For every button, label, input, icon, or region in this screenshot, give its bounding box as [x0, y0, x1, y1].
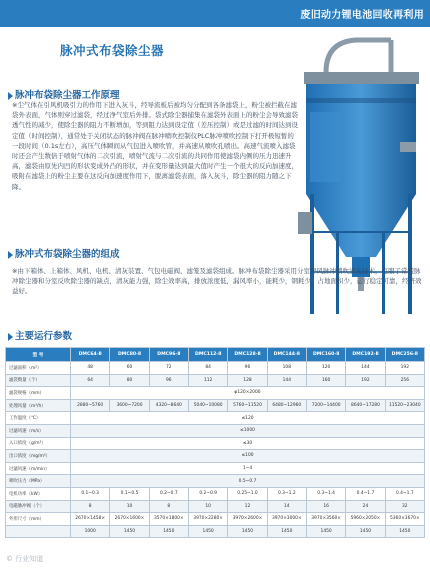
table-cell: 8 [71, 500, 110, 513]
table-cell: 80 [110, 374, 149, 387]
table-row-label: 过滤风速（m/s） [6, 424, 71, 437]
table-row [6, 399, 425, 412]
table-cell: ≤1000 [71, 424, 425, 437]
table-header-model: 型 号 [6, 348, 71, 362]
table-row [6, 513, 425, 526]
page-title: 脉冲式布袋除尘器 [60, 43, 165, 58]
table-cell: 1450 [228, 525, 267, 538]
table-row [6, 424, 425, 437]
table-cell: 10 [110, 500, 149, 513]
table-cell: 16 [306, 500, 345, 513]
table-cell: 1000 [71, 525, 110, 538]
table-cell: 128 [228, 374, 267, 387]
section-heading-principle [8, 87, 120, 101]
table-cell: 7200~14400 [306, 399, 345, 412]
table-row [6, 362, 425, 375]
table-row-label: 出口浓度（mg/m³） [6, 450, 71, 463]
table-cell: 0.4~1.7 [346, 487, 385, 500]
table-row [6, 475, 425, 488]
table-row-label: 电磁脉冲阀（个） [6, 500, 71, 513]
arrow-icon [8, 251, 13, 259]
table-cell: 108 [267, 362, 306, 375]
table-cell: 1450 [306, 525, 345, 538]
table-cell: 1~4 [71, 462, 425, 475]
table-cell: 32 [385, 500, 424, 513]
table-cell: 60 [110, 362, 149, 375]
table-cell: 6480~12960 [267, 399, 306, 412]
arrow-icon [8, 333, 13, 341]
section-heading-composition [8, 246, 120, 260]
table-cell: 3570×1800× [149, 513, 188, 526]
table-cell: 1450 [346, 525, 385, 538]
table-row-label: 过滤面积（m²） [6, 362, 71, 375]
table-cell: 0.5~0.7 [71, 475, 425, 488]
section-principle-label: 脉冲布袋除尘器工作原理 [15, 90, 120, 101]
table-row-label: 外形尺寸（mm） [6, 513, 71, 526]
table-row-label: 滤袋规格（mm） [6, 387, 71, 400]
table-cell: 64 [71, 374, 110, 387]
table-cell: 3970×3000× [267, 513, 306, 526]
table-cell: 0.3~1.2 [267, 487, 306, 500]
watermark: © 行业知道 [6, 555, 44, 563]
table-cell: 96 [228, 362, 267, 375]
table-header-cell: DMC96-Ⅱ [149, 348, 188, 362]
header-bar [0, 0, 430, 27]
table-cell: 24 [346, 500, 385, 513]
table-header-row [6, 348, 425, 362]
table-cell: 144 [267, 374, 306, 387]
section-params-label: 主要运行参数 [15, 331, 73, 342]
principle-text: ※尘气体在引风机吸引力的作用下进入灰斗，经导流板后被均匀分配到各条滤袋上，粉尘被拦截在滤袋外表面，气体则穿过滤袋，经过净气室后外排。袋式除尘器捕集在滤袋外表面上的粉尘会导致滤袋透气性的减少，使除尘器的阻力不断增加，等到阻力达到设定值（差压控制）或是过滤的时间达到设定值（时间控制），通常处于关闭状态的脉冲阀在脉冲喷吹控制仪PLC脉冲喷吹控制下打开极短暂的一段时间（0.1s左右），高压气体瞬间从气包进入喷吹管，并高速从喷吹孔喷出。高速气流喷入滤袋时还会产生数倍于喷射气体的二次引流，喷射气流与二次引流的共同作用使滤袋内侧的压力迅速升高，滤袋由原先内凹的形状变成外凸的形状，并在变形量达到最大值时产生一个很大的反向加速度，吸附在滤袋上的粉尘主要在这反向加速度作用下，脱离滤袋表面，落入灰斗，除尘器的阻力随之下降。 [12, 101, 298, 191]
table-row-label [6, 525, 71, 538]
table-row-label: 工作温度（℃） [6, 412, 71, 425]
table-cell: φ120×2000 [71, 387, 425, 400]
table-cell: 192 [385, 362, 424, 375]
table-cell: 112 [188, 374, 227, 387]
table-cell: 5360×3670× [385, 513, 424, 526]
table-cell: 120 [306, 362, 345, 375]
table-header-cell: DMC144-Ⅱ [267, 348, 306, 362]
table-header-cell: DMC256-Ⅱ [385, 348, 424, 362]
table-cell: 144 [346, 362, 385, 375]
table-cell: 2670×1600× [110, 513, 149, 526]
table-cell: 5040~10080 [188, 399, 227, 412]
table-cell: 0.3~1.4 [306, 487, 345, 500]
table-header-cell: DMC80-Ⅱ [110, 348, 149, 362]
table-row-label: 入口浓度（g/m³） [6, 437, 71, 450]
table-row [6, 437, 425, 450]
table-row-label: 处理风量（m³/h） [6, 399, 71, 412]
table-cell: 84 [188, 362, 227, 375]
table-header-cell: DMC160-Ⅱ [306, 348, 345, 362]
table-cell: 14 [267, 500, 306, 513]
table-cell: 1450 [110, 525, 149, 538]
table-row [6, 525, 425, 538]
table-cell: 2670×1458× [71, 513, 110, 526]
table-header-cell: DMC64-Ⅱ [71, 348, 110, 362]
table-row-label: 喷吹压力（MPa） [6, 475, 71, 488]
table-row-label: 电机功率（kW） [6, 487, 71, 500]
table-cell: 0.2~0.9 [188, 487, 227, 500]
table-cell: 8640~17280 [346, 399, 385, 412]
section-heading-params [8, 328, 72, 342]
table-cell: 1450 [385, 525, 424, 538]
table-header-cell: DMC128-Ⅱ [228, 348, 267, 362]
table-cell: 1450 [188, 525, 227, 538]
composition-text: ※由下箱体、上箱体、风机、电机、清灰装置、气包电磁阀、滤笼及滤袋组成。脉冲布袋除尘器采用分室停风脉冲喷吹清灰技术，克服了常规脉冲除尘器和分室反吹除尘器的缺点，清灰能力强，除尘效率高，排放浓度低，漏风率小，能耗少，钢耗少，占地面积少，运行稳定可靠，经济效益好。 [12, 267, 422, 296]
table-row [6, 412, 425, 425]
table-cell: 96 [149, 374, 188, 387]
spec-table [5, 347, 425, 538]
table-cell: 1450 [267, 525, 306, 538]
table-cell: 0.25~1.0 [228, 487, 267, 500]
table-cell: ≤100 [71, 450, 425, 463]
table-cell: 0.2~0.7 [149, 487, 188, 500]
table-cell: 2880~5760 [71, 399, 110, 412]
table-row [6, 462, 425, 475]
table-cell: 3970×2280× [188, 513, 227, 526]
table-cell: 192 [346, 374, 385, 387]
table-cell: 72 [149, 362, 188, 375]
table-cell: 8 [149, 500, 188, 513]
table-row [6, 374, 425, 387]
table-cell: 5760~11520 [228, 399, 267, 412]
table-row [6, 487, 425, 500]
table-row-label: 过滤风速（m/min） [6, 462, 71, 475]
table-cell: 256 [385, 374, 424, 387]
table-cell: 0.1~0.5 [110, 487, 149, 500]
table-cell: 5960×2050× [346, 513, 385, 526]
table-cell: 48 [71, 362, 110, 375]
table-cell: 4320~8640 [149, 399, 188, 412]
table-cell: 12 [228, 500, 267, 513]
table-row [6, 450, 425, 463]
table-row [6, 387, 425, 400]
table-cell: 3970×2600× [228, 513, 267, 526]
table-row-label: 滤袋数量（个） [6, 374, 71, 387]
table-header-cell: DMC112-Ⅱ [188, 348, 227, 362]
section-composition-label: 脉冲式布袋除尘器的组成 [15, 249, 120, 260]
table-cell: ≤30 [71, 437, 425, 450]
table-cell: 1450 [149, 525, 188, 538]
table-cell: 11520~23040 [385, 399, 424, 412]
table-cell: 10 [188, 500, 227, 513]
header-brand: 废旧动力锂电池回收再利用 [300, 10, 424, 21]
table-cell: 0.4~1.7 [385, 487, 424, 500]
table-cell: 0.1~0.3 [71, 487, 110, 500]
table-header-cell: DMC192-Ⅱ [346, 348, 385, 362]
table-cell: 3970×3560× [306, 513, 345, 526]
table-cell: ≤120 [71, 412, 425, 425]
arrow-icon [8, 92, 13, 100]
table-cell: 160 [306, 374, 345, 387]
table-row [6, 500, 425, 513]
table-cell: 3600~7200 [110, 399, 149, 412]
